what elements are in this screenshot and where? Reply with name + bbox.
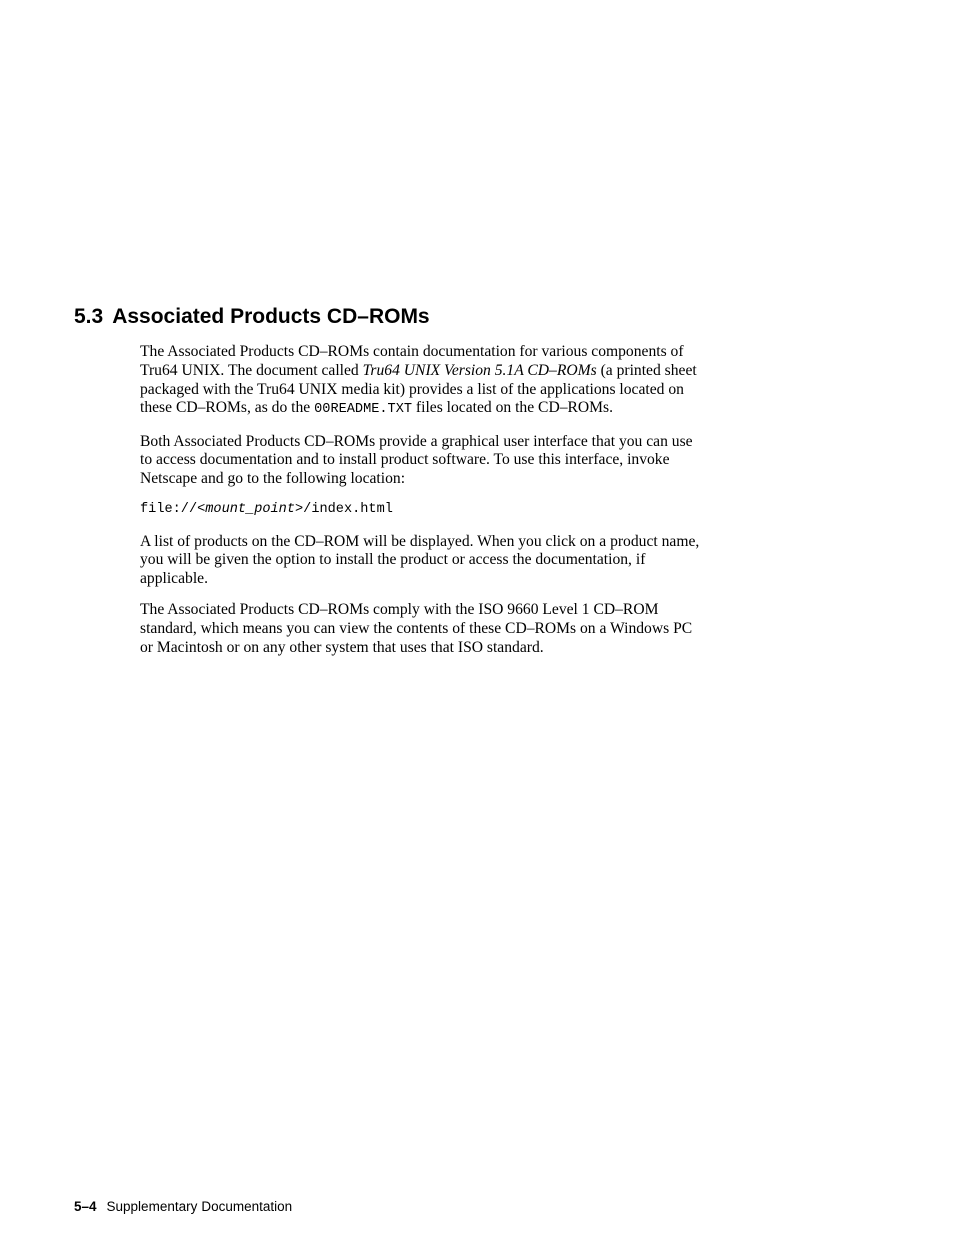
- code-suffix: >/index.html: [295, 502, 393, 518]
- readme-filename: 00README.TXT: [314, 402, 413, 418]
- section-title: Associated Products CD–ROMs: [112, 305, 430, 328]
- code-placeholder: mount_point: [205, 502, 295, 518]
- paragraph-intro: [140, 343, 700, 420]
- document-title: Tru64 UNIX Version 5.1A CD–ROMs: [362, 361, 597, 379]
- footer-label-word1: Supplementary: [106, 1199, 198, 1214]
- paragraph-intro-text-c: files located on the CD–ROMs.: [412, 399, 613, 417]
- paragraph-intro-text-b: (a printed sheet packaged with the Tru64 UNIX media kit) provides a list of the applications located on these CD–ROMs, as do the: [140, 361, 697, 417]
- section-body: [140, 343, 700, 670]
- page-number: 5–4: [74, 1199, 97, 1214]
- paragraph-iso-standard: The Associated Products CD–ROMs comply with the ISO 9660 Level 1 CD–ROM standard, which means you can view the contents of these CD–ROMs on a Windows PC or Macintosh or on any other system that uses that ISO standard.: [140, 601, 693, 656]
- file-url-code: [140, 501, 700, 520]
- paragraph-product-list: A list of products on the CD–ROM will be displayed. When you click on a product name, you will be given the option to install the product or access the documentation, if applicable.: [140, 532, 700, 588]
- paragraph-intro-text-a: The Associated Products CD–ROMs contain documentation for various components of Tru64 UNIX. The document called: [140, 343, 684, 379]
- page-footer: [74, 1198, 292, 1216]
- section-number: 5.3: [74, 305, 104, 328]
- footer-label-word2: Documentation: [201, 1199, 293, 1214]
- code-prefix: file://<: [140, 502, 206, 518]
- section-heading: [74, 303, 430, 331]
- paragraph-gui: Both Associated Products CD–ROMs provide a graphical user interface that you can use to access documentation and to install product software. To use this interface, invoke Netscape and go to the following location:: [140, 432, 693, 488]
